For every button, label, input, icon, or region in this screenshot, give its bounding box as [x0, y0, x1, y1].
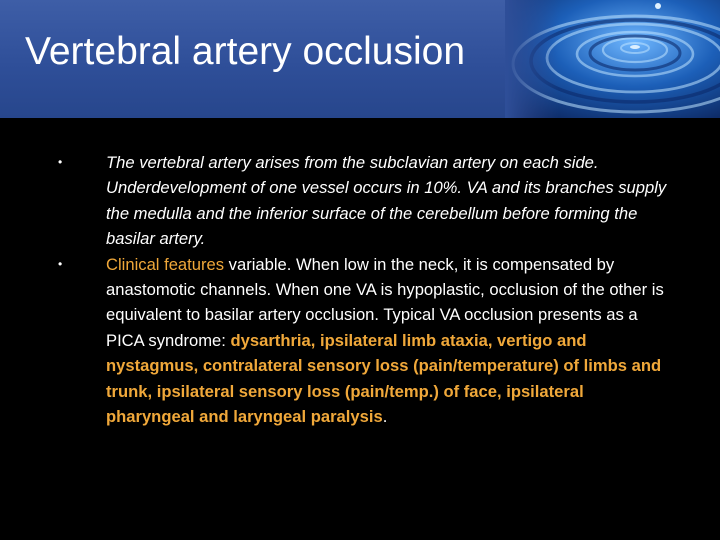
bullet-list [50, 150, 670, 429]
pica-syndrome-signs: dysarthria, ipsilateral limb ataxia, vertigo and nystagmus, contralateral sensory loss (pain/temperature) of limbs and trunk, ipsilateral sensory loss (pain/temp.) of face, ipsilateral pharyngeal and laryngeal paralysis [106, 330, 662, 427]
bullet-text: variable. When low in the neck, it is compensated by anastomotic channels. When one VA is hypoplastic, occlusion of the other is equivalent to basilar artery occlusion. Typical VA occlusion presents as a PICA syndrome: [106, 254, 664, 350]
clinical-features-heading: Clinical features [106, 254, 225, 274]
bullet-item-vertebral-anatomy [50, 150, 670, 252]
water-droplet-image [505, 0, 720, 118]
bullet-end-punctuation: . [382, 407, 388, 427]
bullet-marker: • [58, 256, 63, 271]
slide-title: Vertebral artery occlusion [25, 30, 466, 73]
bullet-marker: • [58, 155, 63, 169]
bullet-item-clinical-features [50, 252, 670, 430]
bullet-text: The vertebral artery arises from the subclavian artery on each side. Underdevelopment of one vessel occurs in 10%. VA and its branches supply the medulla and the inferior surface of the cerebellum before forming the basilar artery. [106, 153, 667, 249]
